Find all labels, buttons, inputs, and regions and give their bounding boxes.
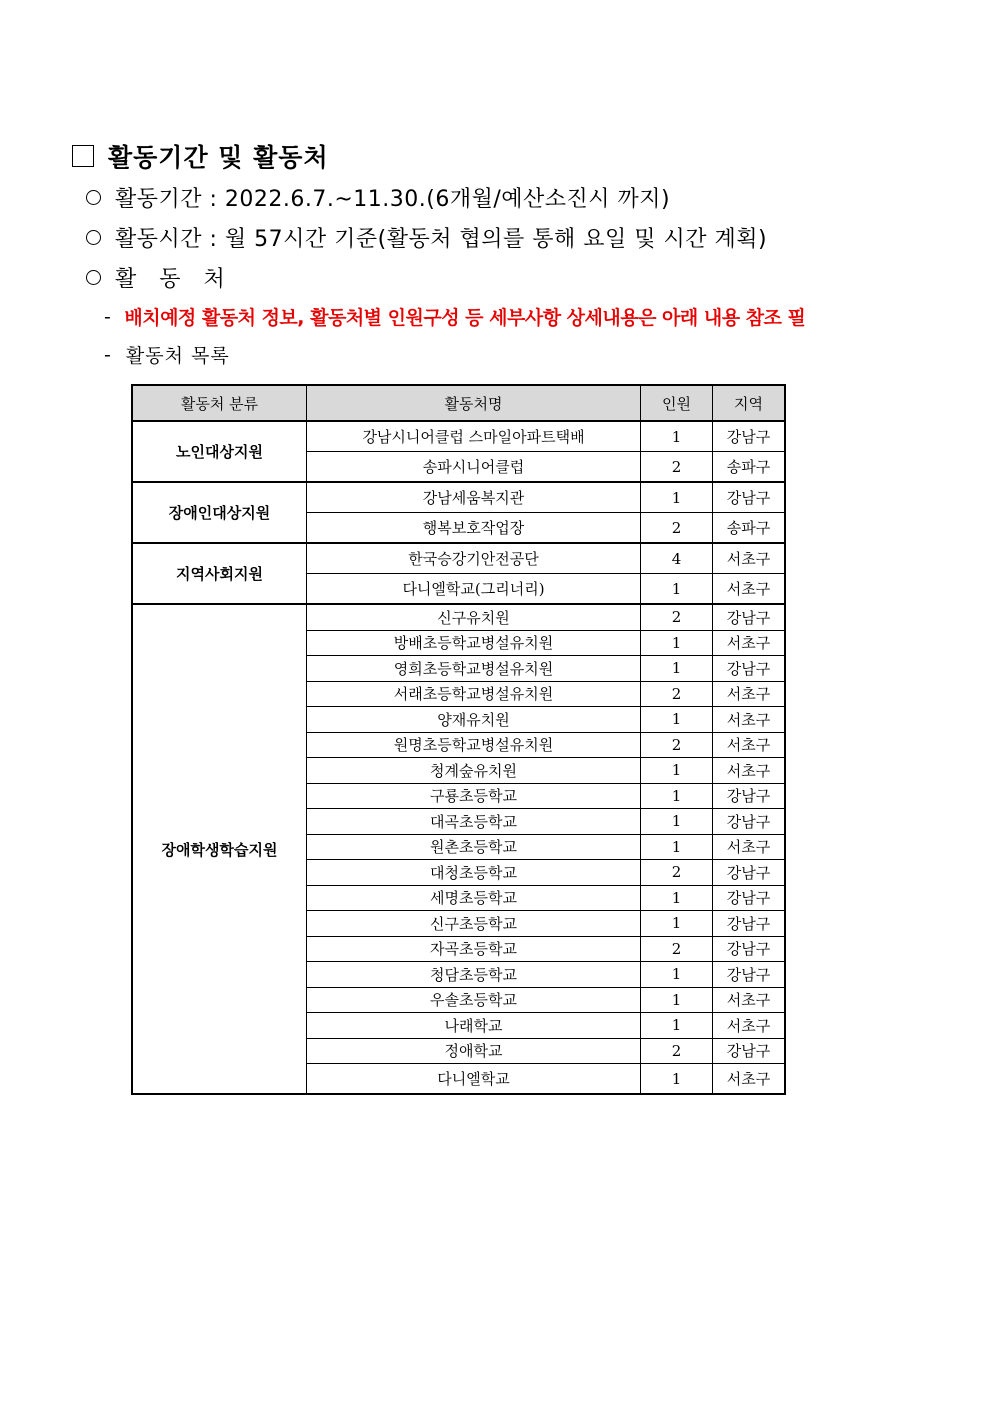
count-cell: 2: [641, 860, 713, 886]
name-cell: 원촌초등학교: [307, 834, 641, 860]
name-cell: 우솔초등학교: [307, 987, 641, 1013]
name-cell: 한국승강기안전공단: [307, 543, 641, 574]
name-cell: 대청초등학교: [307, 860, 641, 886]
region-cell: 강남구: [713, 482, 786, 513]
count-cell: 1: [641, 987, 713, 1013]
table-body: [132, 421, 785, 1094]
count-cell: 2: [641, 732, 713, 758]
count-cell: 1: [641, 1064, 713, 1095]
name-cell: 정애학교: [307, 1038, 641, 1064]
region-cell: 송파구: [713, 513, 786, 544]
count-cell: 1: [641, 809, 713, 835]
name-cell: 구룡초등학교: [307, 783, 641, 809]
circle-bullet-icon: [86, 230, 101, 245]
region-cell: 강남구: [713, 783, 786, 809]
header-count: 인원: [641, 385, 713, 421]
name-cell: 다니엘학교: [307, 1064, 641, 1095]
sub-text: 활동처 목록: [125, 345, 230, 367]
region-cell: 강남구: [713, 860, 786, 886]
region-cell: 송파구: [713, 452, 786, 483]
region-cell: 서초구: [713, 543, 786, 574]
count-cell: 1: [641, 482, 713, 513]
bullet-text: 활 동 처: [115, 267, 233, 292]
name-cell: 신구초등학교: [307, 911, 641, 937]
table-header-row: [132, 385, 785, 421]
region-cell: 서초구: [713, 707, 786, 733]
count-cell: 1: [641, 783, 713, 809]
sub-text: 배치예정 활동처 정보, 활동처별 인원구성 등 세부사항 상세내용은 아래 내용 참조 필: [124, 307, 806, 329]
name-cell: 신구유치원: [307, 604, 641, 630]
count-cell: 1: [641, 1013, 713, 1039]
name-cell: 대곡초등학교: [307, 809, 641, 835]
count-cell: 1: [641, 962, 713, 988]
name-cell: 방배초등학교병설유치원: [307, 630, 641, 656]
bullet-text: 활동시간 : 월 57시간 기준(활동처 협의를 통해 요일 및 시간 계획): [115, 227, 768, 252]
count-cell: 2: [641, 604, 713, 630]
name-cell: 양재유치원: [307, 707, 641, 733]
region-cell: 서초구: [713, 732, 786, 758]
dash-bullet: -: [104, 343, 112, 366]
table-row: [132, 421, 785, 452]
count-cell: 1: [641, 834, 713, 860]
region-cell: 강남구: [713, 911, 786, 937]
header-category: 활동처 분류: [132, 385, 307, 421]
count-cell: 2: [641, 513, 713, 544]
region-cell: 강남구: [713, 1038, 786, 1064]
bullet-activity-places: [86, 262, 233, 293]
name-cell: 송파시니어클럽: [307, 452, 641, 483]
region-cell: 서초구: [713, 834, 786, 860]
table-row: [132, 482, 785, 513]
sub-list-label: [104, 341, 230, 368]
bullet-activity-hours: [86, 222, 767, 253]
name-cell: 강남시니어클럽 스마일아파트택배: [307, 421, 641, 452]
category-cell: 지역사회지원: [132, 543, 307, 604]
region-cell: 강남구: [713, 604, 786, 630]
region-cell: 강남구: [713, 656, 786, 682]
region-cell: 서초구: [713, 630, 786, 656]
region-cell: 강남구: [713, 421, 786, 452]
dash-bullet: -: [104, 305, 111, 328]
sub-note-red: [104, 303, 805, 330]
region-cell: 서초구: [713, 758, 786, 784]
count-cell: 1: [641, 656, 713, 682]
count-cell: 1: [641, 911, 713, 937]
name-cell: 청담초등학교: [307, 962, 641, 988]
checkbox-square-icon: [72, 145, 94, 167]
activity-places-table: [131, 384, 786, 1095]
count-cell: 1: [641, 707, 713, 733]
category-cell: 노인대상지원: [132, 421, 307, 482]
header-name: 활동처명: [307, 385, 641, 421]
name-cell: 강남세움복지관: [307, 482, 641, 513]
category-cell: 장애학생학습지원: [132, 604, 307, 1094]
name-cell: 원명초등학교병설유치원: [307, 732, 641, 758]
region-cell: 서초구: [713, 681, 786, 707]
name-cell: 세명초등학교: [307, 885, 641, 911]
region-cell: 서초구: [713, 1064, 786, 1095]
count-cell: 2: [641, 936, 713, 962]
region-cell: 강남구: [713, 885, 786, 911]
region-cell: 강남구: [713, 936, 786, 962]
count-cell: 2: [641, 452, 713, 483]
count-cell: 2: [641, 681, 713, 707]
name-cell: 행복보호작업장: [307, 513, 641, 544]
table-row: [132, 543, 785, 574]
circle-bullet-icon: [86, 270, 101, 285]
count-cell: 4: [641, 543, 713, 574]
name-cell: 나래학교: [307, 1013, 641, 1039]
section-heading: [72, 138, 329, 174]
region-cell: 서초구: [713, 987, 786, 1013]
name-cell: 서래초등학교병설유치원: [307, 681, 641, 707]
count-cell: 1: [641, 758, 713, 784]
circle-bullet-icon: [86, 190, 101, 205]
header-region: 지역: [713, 385, 786, 421]
count-cell: 1: [641, 574, 713, 605]
bullet-text: 활동기간 : 2022.6.7.~11.30.(6개월/예산소진시 까지): [115, 187, 671, 212]
name-cell: 다니엘학교(그리너리): [307, 574, 641, 605]
region-cell: 서초구: [713, 1013, 786, 1039]
count-cell: 1: [641, 421, 713, 452]
region-cell: 강남구: [713, 962, 786, 988]
bullet-activity-period: [86, 182, 670, 213]
count-cell: 1: [641, 630, 713, 656]
category-cell: 장애인대상지원: [132, 482, 307, 543]
name-cell: 청계숲유치원: [307, 758, 641, 784]
count-cell: 2: [641, 1038, 713, 1064]
name-cell: 자곡초등학교: [307, 936, 641, 962]
count-cell: 1: [641, 885, 713, 911]
section-title: 활동기간 및 활동처: [108, 143, 329, 172]
region-cell: 강남구: [713, 809, 786, 835]
region-cell: 서초구: [713, 574, 786, 605]
table-row: [132, 604, 785, 630]
name-cell: 영희초등학교병설유치원: [307, 656, 641, 682]
